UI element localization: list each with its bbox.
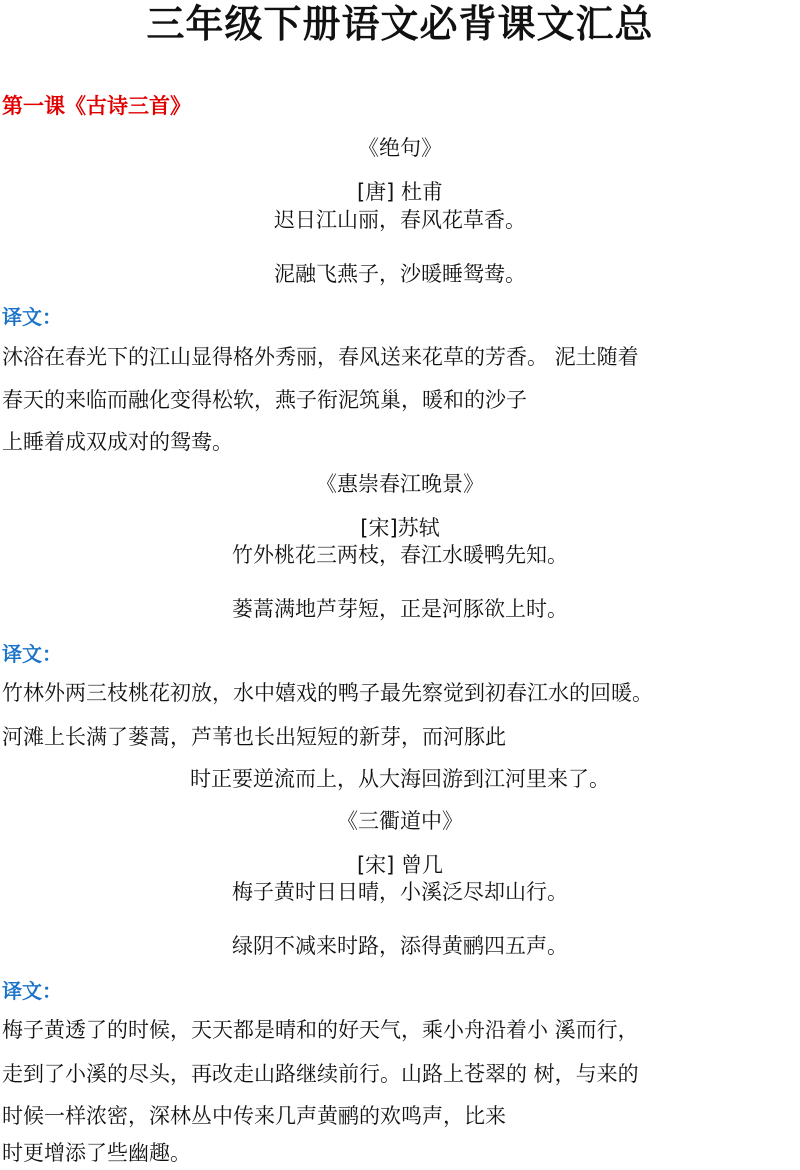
poem-1-line-1: 迟日江山丽，春风花草香。 (274, 208, 526, 232)
poem-3-author: [宋] 曾几 (356, 853, 444, 877)
poem-2-translation-line-2: 河滩上长满了蒌蒿，芦苇也长出短短的新芽，而河豚此 (2, 725, 506, 749)
poem-1-translation-line-1: 沐浴在春光下的江山显得格外秀丽，春风送来花草的芳香。 泥土随着 (2, 345, 639, 369)
poem-3-line-1: 梅子黄时日日晴，小溪泛尽却山行。 (232, 880, 568, 904)
translation-label-1: 译文： (2, 305, 62, 329)
page-title: 三年级下册语文必背课文汇总 (146, 2, 654, 46)
poem-1-line-2: 泥融飞燕子，沙暖睡鸳鸯。 (274, 262, 526, 286)
poem-2-line-1: 竹外桃花三两枝，春江水暖鸭先知。 (232, 543, 568, 567)
poem-2-line-2: 蒌蒿满地芦芽短，正是河豚欲上时。 (232, 597, 568, 621)
poem-2-title: 《惠崇春江晚景》 (316, 472, 484, 496)
poem-2-author: [宋]苏轼 (360, 516, 440, 540)
poem-3-translation-line-4: 时更增添了些幽趣。 (2, 1141, 191, 1165)
poem-3-title: 《三衢道中》 (337, 809, 463, 833)
translation-label-3: 译文： (2, 979, 62, 1003)
poem-2-translation-line-1: 竹林外两三枝桃花初放，水中嬉戏的鸭子最先察觉到初春江水的回暖。 (2, 681, 653, 705)
poem-3-line-2: 绿阴不减来时路，添得黄鹂四五声。 (232, 934, 568, 958)
poem-3-translation-line-3: 时候一样浓密，深林丛中传来几声黄鹂的欢鸣声，比来 (2, 1104, 506, 1128)
poem-1-title: 《绝句》 (358, 136, 442, 160)
lesson-heading: 第一课《古诗三首》 (2, 94, 191, 118)
poem-3-translation-line-2: 走到了小溪的尽头，再改走山路继续前行。山路上苍翠的 树，与来的 (2, 1062, 639, 1086)
poem-1-translation-line-2: 春天的来临而融化变得松软，燕子衔泥筑巢，暖和的沙子 (2, 388, 527, 412)
poem-2-translation-line-3: 时正要逆流而上，从大海回游到江河里来了。 (190, 767, 610, 791)
poem-1-author: [唐] 杜甫 (356, 180, 444, 204)
poem-1-translation-line-3: 上睡着成双成对的鸳鸯。 (2, 430, 233, 454)
poem-3-translation-line-1: 梅子黄透了的时候，天天都是晴和的好天气，乘小舟沿着小 溪而行， (2, 1018, 639, 1042)
translation-label-2: 译文： (2, 642, 62, 666)
